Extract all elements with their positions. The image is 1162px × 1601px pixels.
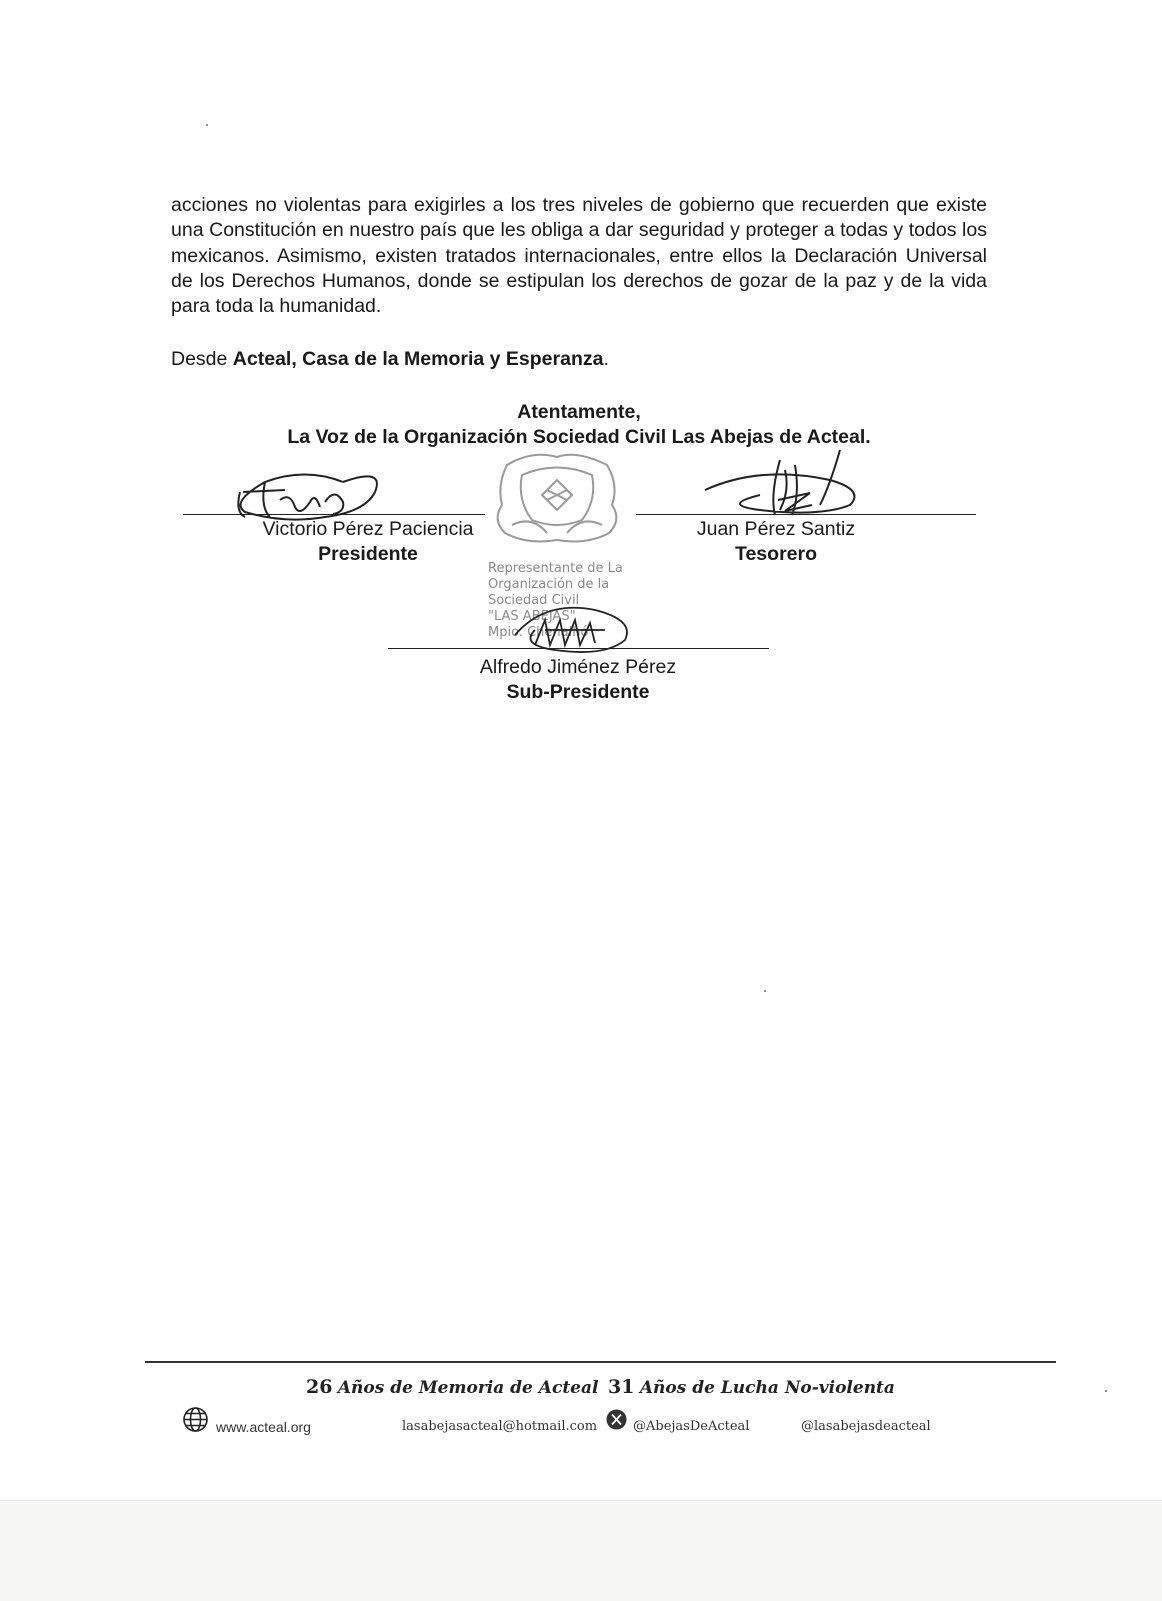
page-edge — [0, 1500, 1162, 1601]
footer-email[interactable]: lasabejasacteal@hotmail.com — [402, 1419, 598, 1434]
closing-place: Acteal, Casa de la Memoria y Esperanza — [232, 348, 604, 370]
signatory-left-name: Victorio Pérez Paciencia — [262, 518, 474, 540]
signature-alfredo — [505, 595, 645, 660]
closing-line — [171, 347, 609, 372]
scan-speck — [764, 990, 766, 992]
footer-social-handle[interactable]: @lasabejasdeacteal — [801, 1419, 931, 1434]
motto-left-number: 26 — [306, 1376, 333, 1398]
scan-speck — [206, 124, 208, 126]
body-paragraph-text: acciones no violentas para exigirles a los tres niveles de gobierno que recuerden que existe una Constitución en nuestro país que les obliga a dar seguridad y proteger a todas y todos los mexicanos. Asimismo, existen tratados internacionales, entre ellos la Declaración Universal de los Derechos Humanos, donde se estipulan los derechos de gozar de la paz y de la vida para toda la humanidad. — [171, 194, 987, 318]
footer-motto-struggle — [608, 1376, 895, 1398]
organization-seal — [487, 445, 627, 555]
signature-line-left — [183, 514, 485, 515]
body-paragraph — [171, 193, 987, 319]
stamp-line: Organización de la — [488, 577, 610, 592]
footer-motto-memory — [306, 1376, 598, 1398]
salutation: Atentamente, — [517, 401, 641, 423]
stamp-line: "LAS ABEJAS" — [488, 609, 576, 624]
footer-website[interactable]: www.acteal.org — [216, 1419, 311, 1435]
signature-line-center — [388, 648, 769, 649]
signature-line-right — [636, 514, 976, 515]
x-logo-icon — [606, 1409, 627, 1430]
footer-x-handle[interactable]: @AbejasDeActeal — [633, 1419, 750, 1434]
stamp-line: Representante de La — [488, 561, 623, 576]
motto-right-text: Años de Lucha No-violenta — [639, 1378, 895, 1398]
stamp-line: Mpio. Chenalhó — [488, 625, 589, 640]
closing-suffix: . — [603, 348, 609, 370]
scan-speck — [1105, 1390, 1107, 1392]
signatory-center-name: Alfredo Jiménez Pérez — [479, 656, 677, 678]
footer-rule — [145, 1361, 1056, 1363]
globe-icon — [182, 1406, 209, 1433]
stamp-line: Sociedad Civil — [488, 593, 580, 608]
motto-right-number: 31 — [608, 1376, 635, 1398]
signatory-right-name: Juan Pérez Santiz — [696, 518, 856, 540]
signatory-center-role: Sub-Presidente — [506, 681, 650, 703]
signatory-left-role: Presidente — [318, 543, 418, 565]
signatory-right-role: Tesorero — [735, 543, 817, 565]
motto-left-text: Años de Memoria de Acteal — [337, 1378, 599, 1398]
organization-name: La Voz de la Organización Sociedad Civil Las Abejas de Acteal. — [287, 426, 871, 448]
closing-prefix: Desde — [171, 348, 233, 370]
